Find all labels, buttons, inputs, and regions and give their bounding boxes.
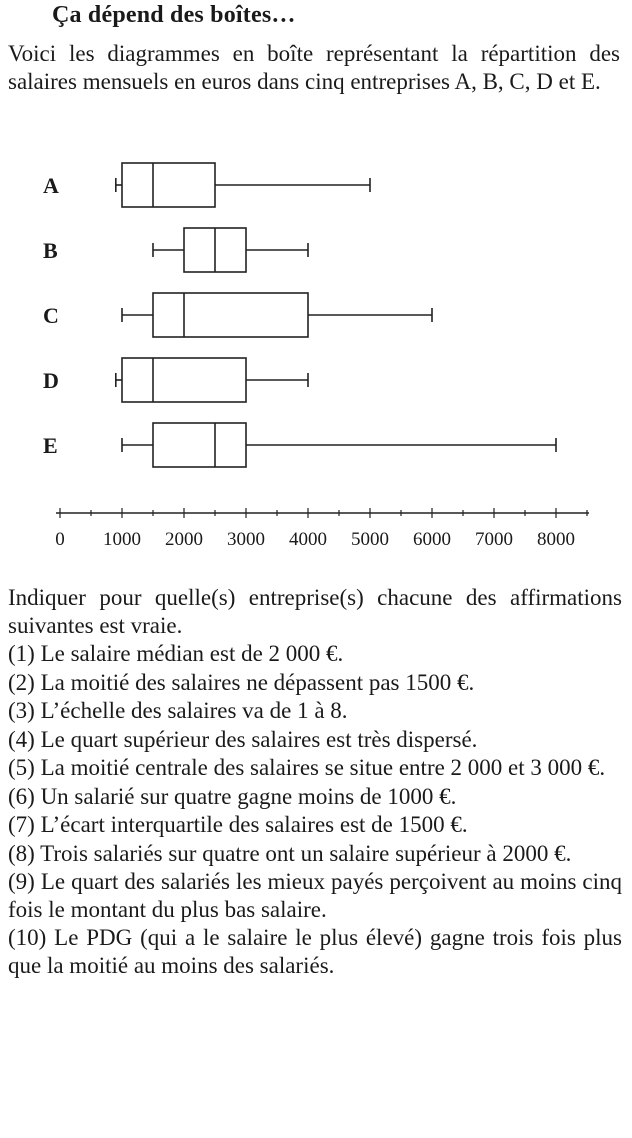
box-label-d: D xyxy=(43,368,59,393)
box-label-e: E xyxy=(43,433,58,458)
x-tick-label-1000: 1000 xyxy=(103,529,141,550)
question-3: (3) L’échelle des salaires va de 1 à 8. xyxy=(8,698,348,723)
x-tick-label-0: 0 xyxy=(55,529,65,550)
question-6: (6) Un salarié sur quatre gagne moins de 1000 €. xyxy=(8,783,457,809)
questions-lead: Indiquer pour quelle(s) entreprise(s) chacune des affirmations suivantes est vraie. xyxy=(8,585,622,638)
question-9: (9) Le quart des salariés les mieux payés perçoivent au moins cinq fois le montant du plus bas salaire. xyxy=(8,869,622,922)
question-2: (2) La moitié des salaires ne dépassent pas 1500 €. xyxy=(8,669,475,695)
box-label-b: B xyxy=(43,238,58,263)
question-8: (8) Trois salariés sur quatre ont un salaire supérieur à 2000 €. xyxy=(8,840,572,866)
x-tick-label-5000: 5000 xyxy=(351,529,389,550)
box-d xyxy=(122,358,246,402)
box-c xyxy=(153,293,308,337)
question-7: (7) L’écart interquartile des salaires est de 1500 €. xyxy=(8,812,468,837)
x-tick-label-8000: 8000 xyxy=(537,529,575,550)
box-a xyxy=(122,163,215,207)
question-1: (1) Le salaire médian est de 2 000 €. xyxy=(8,641,344,666)
x-tick-label-7000: 7000 xyxy=(475,529,513,550)
x-tick-label-6000: 6000 xyxy=(413,529,451,550)
question-5: (5) La moitié centrale des salaires se situe entre 2 000 et 3 000 €. xyxy=(8,755,606,780)
exercise-title: Ça dépend des boîtes… xyxy=(52,2,296,28)
question-4: (4) Le quart supérieur des salaires est très dispersé. xyxy=(8,726,478,752)
box-label-c: C xyxy=(43,303,59,328)
questions-block xyxy=(8,584,622,979)
x-tick-label-4000: 4000 xyxy=(289,529,327,550)
intro-paragraph: Voici les diagrammes en boîte représentant la répartition des salaires mensuels en euros dans cinq entreprises A, B, C, D et E. xyxy=(8,41,620,94)
question-10: (10) Le PDG (qui a le salaire le plus élevé) gagne trois fois plus que la moitié au moins des salariés. xyxy=(8,925,622,978)
box-e xyxy=(153,423,246,467)
boxplot-chart xyxy=(0,160,632,560)
box-label-a: A xyxy=(43,173,59,198)
x-tick-label-3000: 3000 xyxy=(227,529,265,550)
x-tick-label-2000: 2000 xyxy=(165,529,203,550)
